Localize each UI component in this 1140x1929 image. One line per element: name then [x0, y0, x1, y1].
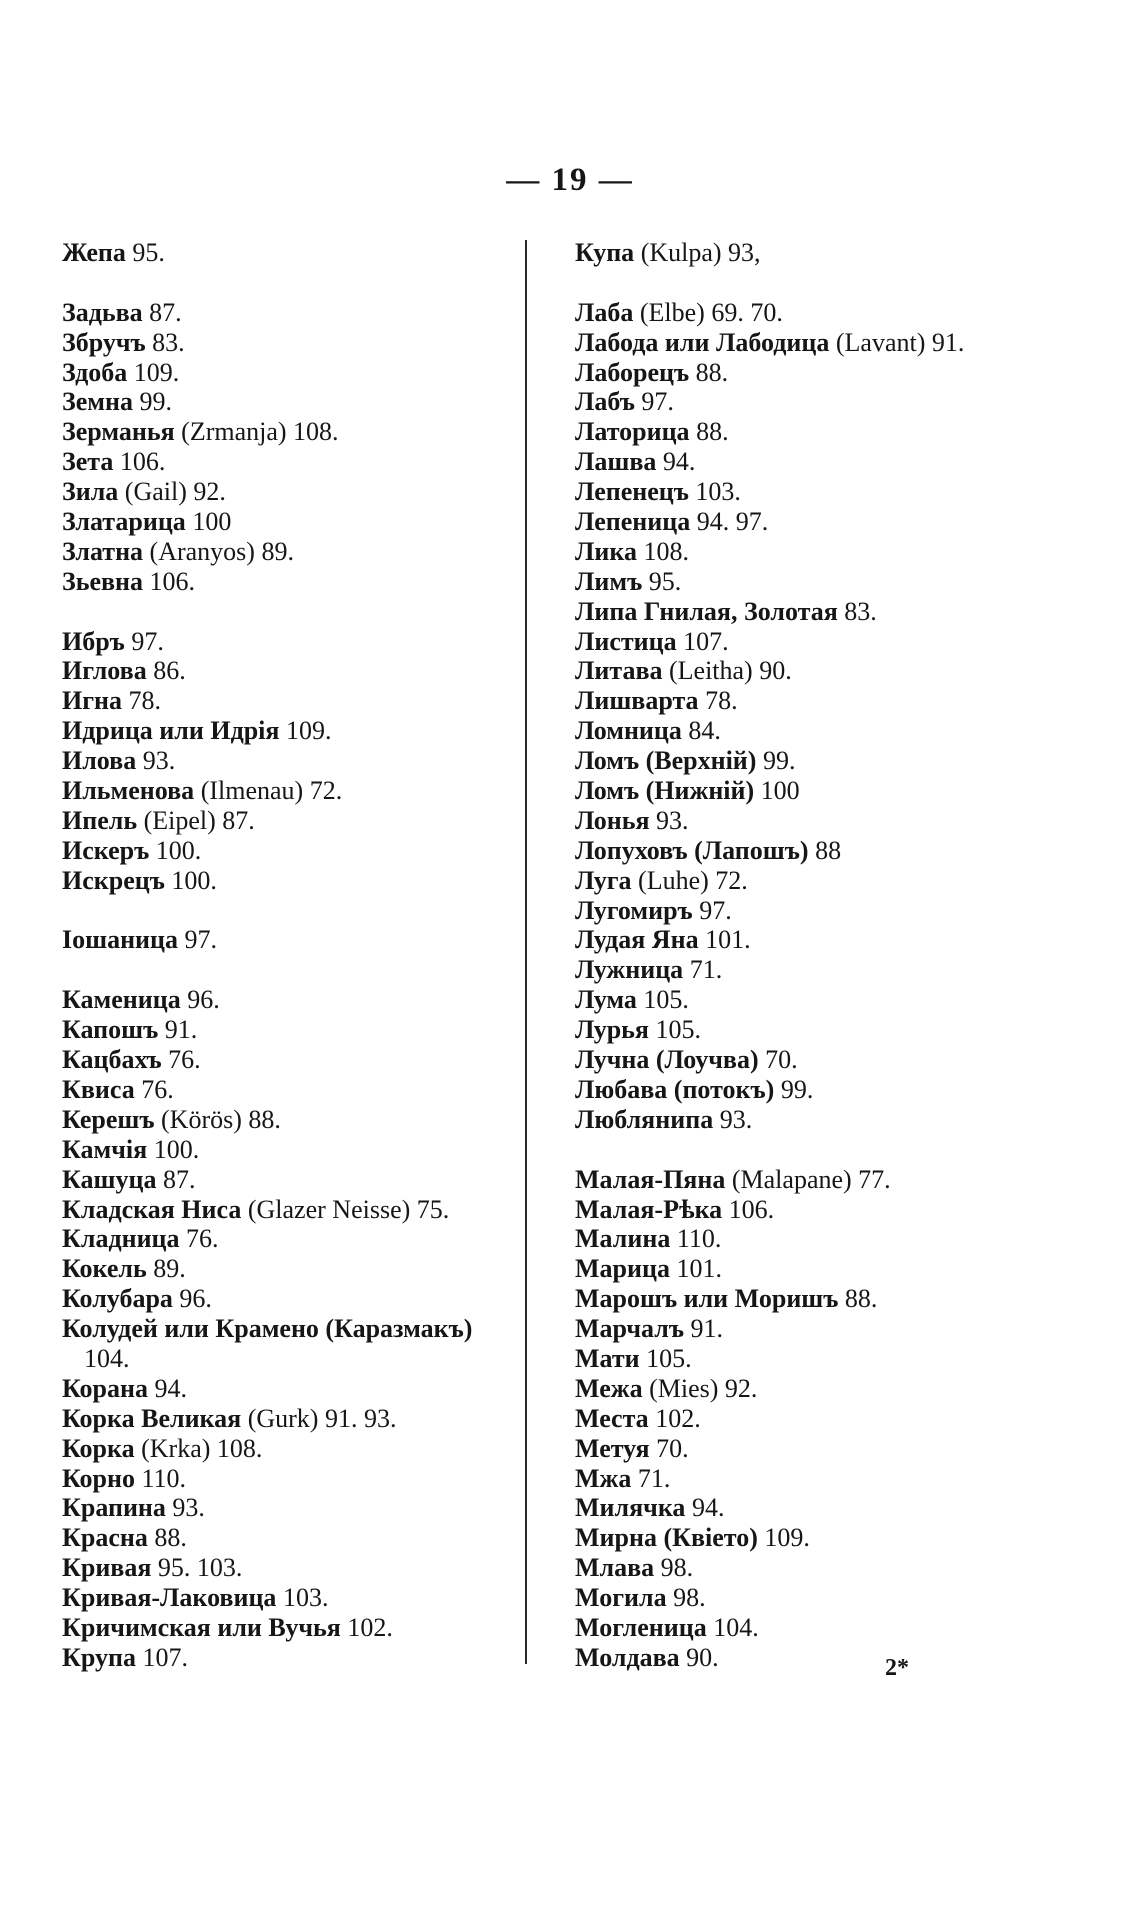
- entry-term: Ломъ (Нижній): [575, 776, 755, 806]
- section-gap: [62, 955, 518, 985]
- index-entry: [575, 1493, 1025, 1523]
- entry-term: Крупа: [62, 1642, 136, 1672]
- entry-pages: 95.: [648, 566, 682, 596]
- index-entry: [62, 1195, 518, 1225]
- index-entry: [575, 597, 1025, 627]
- index-entry: [62, 1404, 518, 1434]
- entry-term: Лабъ: [575, 387, 635, 417]
- index-entry: [575, 358, 1025, 388]
- entry-term: Красна: [62, 1523, 148, 1553]
- entry-pages: 93.: [656, 805, 689, 835]
- entry-term: Лепенецъ: [575, 477, 689, 507]
- entry-pages: (Lavant) 91.: [835, 327, 965, 357]
- entry-pages: 78.: [705, 686, 738, 716]
- entry-pages: 94. 97.: [696, 507, 769, 537]
- entry-term: Молдава: [575, 1642, 680, 1672]
- index-entry: [575, 477, 1025, 507]
- index-entry: [575, 1075, 1025, 1105]
- entry-pages: 100: [760, 776, 800, 806]
- entry-term: Ломница: [575, 716, 682, 746]
- entry-pages: 106.: [149, 566, 196, 596]
- entry-pages: 102.: [347, 1612, 393, 1642]
- entry-pages: (Luhe) 72.: [638, 865, 748, 895]
- entry-term: Листица: [575, 626, 677, 656]
- entry-pages: (Aranyos) 89.: [149, 536, 294, 566]
- entry-pages: 106.: [728, 1194, 775, 1224]
- index-entry: [62, 328, 518, 358]
- entry-term: Литава: [575, 656, 663, 686]
- entry-term: Кашуца: [62, 1164, 157, 1194]
- entry-pages: (Körös) 88.: [161, 1104, 281, 1134]
- entry-term: Идрица или Идрія: [62, 716, 280, 746]
- entry-term: Мирна (Квіето): [575, 1523, 758, 1553]
- entry-pages: 97.: [699, 895, 732, 925]
- index-entry: [575, 537, 1025, 567]
- entry-term: Лугомиръ: [575, 895, 693, 925]
- entry-term: Кривая-Лаковица: [62, 1583, 277, 1613]
- index-entry: [575, 417, 1025, 447]
- entry-term: Лучна (Лоучва): [575, 1045, 759, 1075]
- entry-pages: 99.: [780, 1074, 814, 1104]
- entry-pages: (Elbe) 69. 70.: [639, 297, 783, 327]
- entry-pages: 100.: [155, 835, 202, 865]
- entry-pages: 76.: [168, 1045, 201, 1075]
- entry-term: Корно: [62, 1463, 135, 1493]
- index-entry: [575, 985, 1025, 1015]
- index-entry: [62, 1224, 518, 1254]
- entry-term: Млава: [575, 1553, 655, 1583]
- entry-pages: 101.: [705, 925, 751, 955]
- index-entry: [575, 1434, 1025, 1464]
- entry-term: Купа: [575, 238, 635, 267]
- entry-pages: (Kulpa) 93,: [640, 238, 761, 267]
- index-entry: [62, 1613, 518, 1643]
- index-entry: [62, 1523, 518, 1553]
- entry-pages: (Mies) 92.: [649, 1373, 758, 1403]
- index-entry: [575, 1523, 1025, 1553]
- entry-term: Камчія: [62, 1134, 148, 1164]
- entry-term: Колудей или Крамено (Каразмакъ): [62, 1314, 473, 1344]
- entry-term: Метуя: [575, 1433, 650, 1463]
- index-entry: [575, 1015, 1025, 1045]
- index-entry: [62, 1075, 518, 1105]
- entry-term: Задьва: [62, 297, 143, 327]
- entry-term: Корка: [62, 1433, 135, 1463]
- entry-term: Межа: [575, 1373, 643, 1403]
- entry-pages: 96.: [179, 1284, 212, 1314]
- entry-pages: (Malapane) 77.: [731, 1164, 891, 1194]
- entry-term: Малая-Рѣка: [575, 1194, 723, 1224]
- entry-pages: 94.: [154, 1373, 187, 1403]
- entry-pages: 100: [192, 507, 232, 537]
- index-entry: [575, 716, 1025, 746]
- index-entry: [575, 1284, 1025, 1314]
- entry-term: Ломъ (Верхній): [575, 746, 757, 776]
- entry-term: Колубара: [62, 1284, 173, 1314]
- entry-pages: 90.: [686, 1642, 719, 1672]
- entry-term: Ибръ: [62, 626, 125, 656]
- index-entry: [575, 866, 1025, 896]
- index-entry: [575, 298, 1025, 328]
- entry-pages: 93.: [172, 1493, 205, 1523]
- entry-pages: 87.: [162, 1164, 196, 1194]
- index-entry: [62, 1045, 518, 1075]
- entry-pages: 103.: [282, 1583, 329, 1613]
- section-gap: [62, 597, 518, 627]
- entry-term: Iошаница: [62, 925, 179, 955]
- entry-term: Могила: [575, 1583, 667, 1613]
- section-gap: [62, 896, 518, 926]
- index-entry: [575, 387, 1025, 417]
- index-entry: [62, 656, 518, 686]
- entry-pages: 109.: [285, 716, 332, 746]
- entry-term: Капошъ: [62, 1015, 159, 1045]
- index-entry: [575, 1224, 1025, 1254]
- entry-term: Искеръ: [62, 835, 150, 865]
- entry-term: Ипель: [62, 805, 138, 835]
- index-entry: [62, 417, 518, 447]
- index-entry: [575, 1254, 1025, 1284]
- entry-pages: 89.: [153, 1254, 186, 1284]
- entry-pages: 70.: [765, 1045, 798, 1075]
- entry-term: Лашва: [575, 447, 657, 477]
- index-entry: [62, 806, 518, 836]
- index-entry: [62, 716, 518, 746]
- entry-term: Лишварта: [575, 686, 699, 716]
- left-column: [62, 238, 518, 1673]
- entry-pages: 97.: [131, 626, 164, 656]
- entry-pages: 109.: [764, 1523, 810, 1553]
- index-entry: [62, 1254, 518, 1284]
- entry-term: Лудая Яна: [575, 925, 699, 955]
- index-entry: [575, 1195, 1025, 1225]
- index-entry: [575, 627, 1025, 657]
- entry-pages: 93.: [142, 746, 176, 776]
- entry-pages: 110.: [141, 1463, 187, 1493]
- index-entry: [62, 537, 518, 567]
- index-entry: [575, 507, 1025, 537]
- section-gap: [575, 268, 1025, 298]
- entry-pages: 76.: [141, 1074, 174, 1104]
- entry-term: Корка Великая: [62, 1403, 242, 1433]
- index-entry: [575, 1105, 1025, 1135]
- entry-pages: 94.: [691, 1493, 725, 1523]
- entry-pages: 99.: [139, 387, 172, 417]
- entry-term: Кладская Ниса: [62, 1194, 242, 1224]
- index-entry: [62, 925, 518, 955]
- right-column: [575, 238, 1025, 1673]
- index-entry: [62, 746, 518, 776]
- index-entry: [62, 1493, 518, 1523]
- index-entry: [62, 387, 518, 417]
- entry-pages: 97.: [641, 387, 674, 417]
- entry-term: Златна: [62, 536, 144, 566]
- entry-pages: 103.: [695, 477, 741, 507]
- index-entry: [62, 358, 518, 388]
- entry-term: Люблянипа: [575, 1104, 714, 1134]
- entry-term: Латорица: [575, 417, 690, 447]
- entry-term: Лаба: [575, 297, 634, 327]
- entry-term: Зила: [62, 477, 119, 507]
- entry-term: Илова: [62, 746, 137, 776]
- entry-term: Мати: [575, 1343, 640, 1373]
- index-entry: [575, 1045, 1025, 1075]
- entry-pages: 100.: [171, 865, 217, 895]
- entry-term: Лика: [575, 536, 637, 566]
- index-entry: [575, 567, 1025, 597]
- entry-term: Мжа: [575, 1463, 632, 1493]
- index-entry: [62, 1165, 518, 1195]
- entry-pages: 88.: [154, 1523, 187, 1553]
- entry-pages: 93.: [719, 1104, 753, 1134]
- entry-pages: 105.: [646, 1343, 692, 1373]
- index-entry: [575, 656, 1025, 686]
- index-entry: [62, 447, 518, 477]
- section-gap: [62, 268, 518, 298]
- entry-term: Зета: [62, 447, 114, 477]
- entry-term: Кокель: [62, 1254, 147, 1284]
- entry-pages: 107.: [142, 1642, 188, 1672]
- entry-pages: 88: [815, 835, 842, 865]
- entry-pages: 99.: [762, 746, 796, 776]
- entry-pages: 104.: [713, 1612, 759, 1642]
- index-entry: [62, 1015, 518, 1045]
- entry-pages: 76.: [186, 1224, 219, 1254]
- entry-pages: 104.: [84, 1343, 130, 1373]
- section-gap: [575, 1135, 1025, 1165]
- entry-term: Лимъ: [575, 566, 643, 596]
- entry-term: Иглова: [62, 656, 147, 686]
- index-entry: [62, 567, 518, 597]
- index-entry: [62, 507, 518, 537]
- entry-pages: (Gurk) 91. 93.: [247, 1403, 397, 1433]
- entry-term: Збручъ: [62, 327, 146, 357]
- entry-pages: 106.: [119, 447, 166, 477]
- signature-mark: 2*: [885, 1655, 909, 1681]
- entry-term: Корана: [62, 1373, 148, 1403]
- entry-term: Лопуховъ (Лапошъ): [575, 835, 809, 865]
- entry-pages: 100.: [153, 1134, 200, 1164]
- index-entry: [575, 896, 1025, 926]
- index-entry: [575, 746, 1025, 776]
- index-entry: [575, 1643, 1025, 1673]
- index-entry: [575, 238, 1025, 268]
- index-entry: [62, 1374, 518, 1404]
- entry-term: Искрецъ: [62, 865, 165, 895]
- index-entry: [575, 776, 1025, 806]
- entry-term: Места: [575, 1403, 649, 1433]
- index-entry: [575, 955, 1025, 985]
- entry-term: Лабода или Лабодица: [575, 327, 830, 357]
- entry-term: Земна: [62, 387, 133, 417]
- entry-pages: 91.: [690, 1314, 723, 1344]
- index-entry: [62, 298, 518, 328]
- entry-pages: 107.: [683, 626, 729, 656]
- entry-term: Малая-Пяна: [575, 1164, 726, 1194]
- entry-term: Жепа: [62, 238, 126, 267]
- index-entry: [62, 985, 518, 1015]
- entry-pages: 88.: [695, 357, 729, 387]
- entry-term: Каменица: [62, 985, 181, 1015]
- entry-pages: 110.: [676, 1224, 722, 1254]
- entry-pages: 109.: [133, 357, 180, 387]
- entry-term: Марчалъ: [575, 1314, 684, 1344]
- index-entry: [575, 836, 1025, 866]
- entry-term: Лонья: [575, 805, 650, 835]
- entry-term: Марошъ или Моришъ: [575, 1284, 839, 1314]
- entry-pages: 105.: [655, 1015, 702, 1045]
- index-entry: [575, 806, 1025, 836]
- index-entry: [575, 1404, 1025, 1434]
- entry-term: Зьевна: [62, 566, 144, 596]
- entry-pages: 101.: [676, 1254, 722, 1284]
- entry-term: Могленица: [575, 1612, 707, 1642]
- index-entry: [575, 1583, 1025, 1613]
- entry-term: Лурья: [575, 1015, 650, 1045]
- index-entry: [62, 1643, 518, 1673]
- entry-pages: (Krka) 108.: [141, 1433, 263, 1463]
- index-entry: [62, 1135, 518, 1165]
- entry-pages: 95.: [132, 238, 165, 267]
- entry-pages: (Zrmanja) 108.: [181, 417, 339, 447]
- entry-pages: 83.: [844, 596, 877, 626]
- index-entry: [575, 447, 1025, 477]
- entry-pages: 86.: [153, 656, 186, 686]
- entry-term: Малина: [575, 1224, 671, 1254]
- entry-term: Лума: [575, 985, 637, 1015]
- page-number: — 19 —: [506, 162, 634, 198]
- entry-term: Зерманья: [62, 417, 175, 447]
- entry-pages: 98.: [673, 1583, 706, 1613]
- index-entry: [62, 1284, 518, 1314]
- index-entry: [575, 1613, 1025, 1643]
- index-entry: [62, 1105, 518, 1135]
- entry-pages: 88.: [696, 417, 729, 447]
- entry-term: Игна: [62, 686, 123, 716]
- entry-term: Лепеница: [575, 507, 691, 537]
- entry-term: Кричимская или Вучья: [62, 1612, 341, 1642]
- index-entry: [575, 1464, 1025, 1494]
- entry-term: Любава (потокъ): [575, 1074, 775, 1104]
- entry-pages: (Eipel) 87.: [143, 805, 255, 835]
- index-entry: [575, 1314, 1025, 1344]
- entry-term: Златарица: [62, 507, 186, 537]
- entry-term: Липа Гнилая, Золотая: [575, 596, 838, 626]
- entry-term: Марица: [575, 1254, 670, 1284]
- entry-pages: 97.: [184, 925, 218, 955]
- index-entry: [62, 836, 518, 866]
- entry-pages: 98.: [660, 1553, 694, 1583]
- entry-pages: 108.: [643, 536, 689, 566]
- index-entry: [575, 925, 1025, 955]
- column-divider: [525, 240, 527, 1664]
- entry-pages: 70.: [656, 1433, 689, 1463]
- entry-term: Кацбахъ: [62, 1045, 162, 1075]
- entry-term: Милячка: [575, 1493, 686, 1523]
- index-entry: [575, 1344, 1025, 1374]
- entry-term: Здоба: [62, 357, 128, 387]
- entry-pages: 105.: [643, 985, 689, 1015]
- entry-pages: 91.: [164, 1015, 198, 1045]
- entry-pages: 84.: [688, 716, 721, 746]
- entry-pages: 96.: [187, 985, 220, 1015]
- entry-term: Ильменова: [62, 776, 195, 806]
- index-entry: [62, 1553, 518, 1583]
- entry-pages: 102.: [655, 1403, 701, 1433]
- entry-term: Луга: [575, 865, 632, 895]
- index-entry: [575, 1165, 1025, 1195]
- entry-term: Кривая: [62, 1553, 152, 1583]
- index-entry: [62, 477, 518, 507]
- entry-pages: (Ilmenau) 72.: [200, 776, 343, 806]
- index-entry: [62, 776, 518, 806]
- entry-pages: 83.: [152, 327, 185, 357]
- entry-pages: 87.: [149, 297, 182, 327]
- entry-term: Лужница: [575, 955, 684, 985]
- index-entry: [575, 686, 1025, 716]
- entry-pages: (Gail) 92.: [124, 477, 226, 507]
- index-entry: [62, 1344, 518, 1374]
- entry-term: Лаборецъ: [575, 357, 690, 387]
- entry-pages: 94.: [662, 447, 696, 477]
- index-entry: [62, 866, 518, 896]
- entry-term: Керешъ: [62, 1104, 155, 1134]
- entry-pages: (Leitha) 90.: [668, 656, 792, 686]
- index-entry: [575, 1374, 1025, 1404]
- entry-term: Квиса: [62, 1074, 135, 1104]
- entry-pages: 71.: [689, 955, 723, 985]
- entry-pages: 71.: [637, 1463, 671, 1493]
- index-entry: [62, 238, 518, 268]
- index-entry: [62, 1464, 518, 1494]
- index-entry: [62, 1434, 518, 1464]
- index-entry: [575, 1553, 1025, 1583]
- index-entry: [62, 1314, 518, 1344]
- entry-term: Кладница: [62, 1224, 180, 1254]
- index-entry: [62, 686, 518, 716]
- index-entry: [62, 1583, 518, 1613]
- entry-term: Крапина: [62, 1493, 166, 1523]
- entry-pages: 78.: [128, 686, 162, 716]
- index-entry: [62, 627, 518, 657]
- entry-pages: 88.: [844, 1284, 878, 1314]
- entry-pages: 95. 103.: [157, 1553, 243, 1583]
- index-entry: [575, 328, 1025, 358]
- entry-pages: (Glazer Neisse) 75.: [247, 1194, 450, 1224]
